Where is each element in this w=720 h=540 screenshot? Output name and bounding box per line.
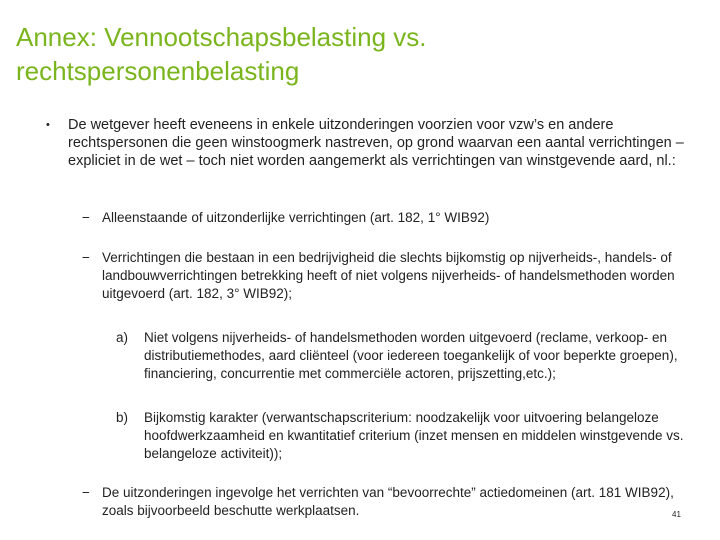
lettered-item-b [116,409,706,463]
sub-item-text: De uitzonderingen ingevolge het verrichten van “bevoorrechte” actiedomeinen (art. 181 WIB92), zoals bijvoorbeeld beschutte werkplaatsen. [102,485,674,518]
dash-marker: − [82,485,90,500]
letter-marker: a) [116,330,129,345]
sub-item-text: Alleenstaande of uitzonderlijke verrichtingen (art. 182, 1° WIB92) [102,210,490,225]
letter-marker: b) [116,410,129,425]
sub-item-1 [82,209,692,227]
lettered-item-text: Niet volgens nijverheids- of handelsmethoden worden uitgevoerd (reclame, verkoop- en distributiemethodes, aard cliënteel (voor iedereen toegankelijk of voor beperkte groepen), financiering, concurrentie met commerciële actoren, prijszetting,etc.); [144,330,678,381]
dash-marker: − [82,210,90,225]
page-number: 41 [672,510,681,519]
sub-item-2 [82,249,702,303]
sub-item-3 [82,484,682,520]
slide-title-line-1: Annex: Vennootschapsbelasting vs. [16,22,427,52]
sub-item-text: Verrichtingen die bestaan in een bedrijvigheid die slechts bijkomstig op nijverheids-, handels- of landbouwverrichtingen betrekking heeft of niet volgens nijverheids- of handelsmethoden worden uitgevoerd (art. 182, 3° WIB92); [102,250,675,301]
lettered-item-a [116,329,706,383]
lettered-item-text: Bijkomstig karakter (verwantschapscriterium: noodzakelijk voor uitvoering belangeloze hoofdwerkzaamheid en kwantitatief criterium (inzet mensen en middelen winstgevende vs. belangeloze activiteit)); [144,410,684,461]
dash-marker: − [82,250,90,265]
bullet-marker: • [46,119,50,131]
main-bullet [46,116,686,170]
main-bullet-text: De wetgever heeft eveneens in enkele uitzonderingen voorzien voor vzw’s en andere rechtspersonen die geen winstoogmerk nastreven, op grond waarvan een aantal verrichtingen – expliciet in de wet – toch niet worden aangemerkt als verrichtingen van winstgevende aard, nl.: [68,117,684,169]
slide-title-line-2: rechtspersonenbelasting [16,56,300,86]
